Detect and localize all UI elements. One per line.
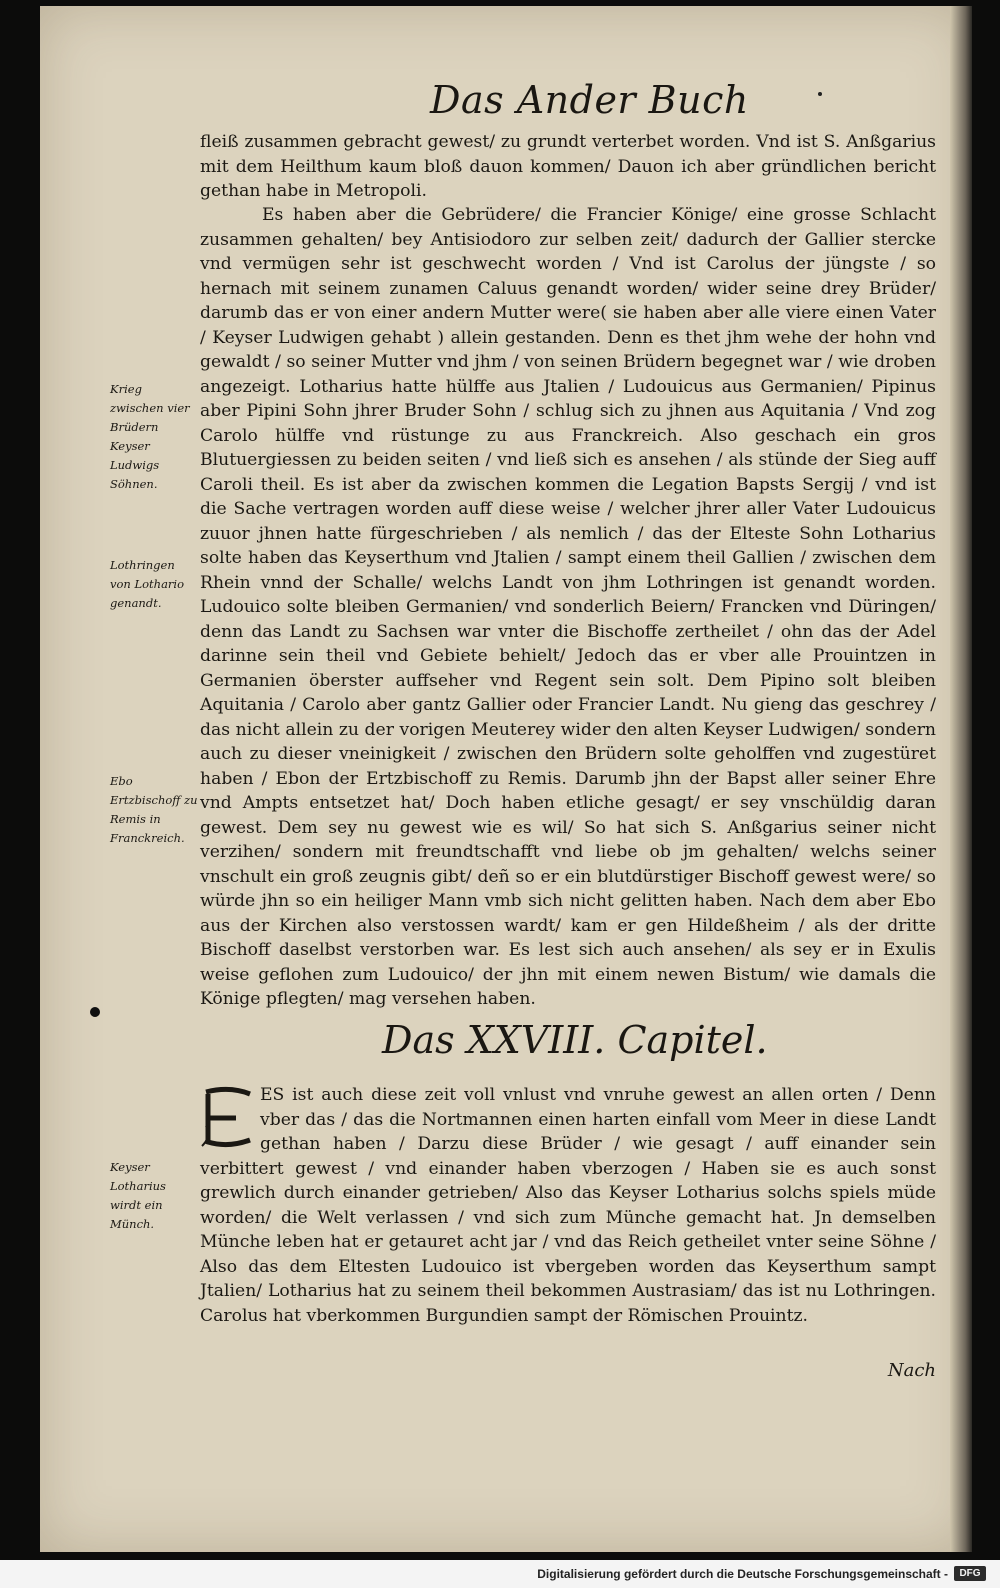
running-head: Das Ander Buch (430, 78, 749, 122)
dfg-logo: DFG (954, 1566, 986, 1581)
paragraph-text: ES ist auch diese zeit voll vnlust vnd vnruhe gewest an allen orten / Denn vber das / das die Nortmannen einen harten einfall vom Meer in diese Landt gethan haben / Darzu diese Brüder / wie gesagt / auff einander sein verbittert gewest / vnd einander haben vberzogen / Haben sie es auch sonst grewlich durch einander getrieben/ Also das Keyser Lotharius solchs spiels müde worden/ die Welt verlassen / vnd sich zum Münche gemacht hat. Jn demselben Münche leben hat er getauret acht jar / vnd das Reich getheilet vnter seine Söhne / Also das dem Eltesten Ludouico ist vbergeben worden das Keyserthum sampt Jtalien/ Lotharius hat zu seinem theil bekommen Austrasiam/ das ist nu Lothringen. Carolus hat vberkommen Burgundien sampt der Römischen Prouintz. (200, 1085, 936, 1326)
ink-blot (90, 1007, 100, 1017)
paragraph-text: Es haben aber die Gebrüdere/ die Francier Könige/ eine grosse Schlacht zusammen gehalten/ bey Antisiodoro zur selben zeit/ dadurch der Gallier stercke vnd vermügen sehr ist geschwecht worden / Vnd ist Carolus der jüngste / so hernach mit seinem zunamen Caluus genandt worden/ wider seine drey Brüder/ darumb das er von einer andern Mutter were( sie haben aber alle viere einen Vater / Keyser Ludwigen gehabt ) allein gestanden. Denn es thet jhm wehe der hohn vnd gewaldt / so seiner Mutter vnd jhm / von seinen Brüdern begegnet war / wie droben angezeigt. Lotharius hatte hülffe aus Jtalien / Ludouicus aus Germanien/ Pipinus aber Pipini Sohn jhrer Bruder Sohn / schlug sich zu jhnen aus Aquitania / Vnd zog Carolo hülffe vnd rüstunge zu aus Franckreich. Also geschach ein gros Blutuergiessen zu beiden seiten / vnd ließ sich es ansehen / als stünde der Sieg auff Caroli theil. Es ist aber da zwischen kommen die Legation Bapsts Sergij / vnd ist die Sache vertragen worden auff diese weise / welcher jhrer aller Vater Ludouicus zuuor jhnen hatte fürgeschrieben / als nemlich / das der Elteste Sohn Lotharius solte haben das Keyserthum vnd Jtalien / sampt einem theil Gallien / zwischen dem Rhein vnnd der Schalle/ welchs Landt von jhm Lothringen ist genandt worden. Ludouico solte bleiben Germanien/ vnd sonderlich Beiern/ Francken vnd Düringen/ denn das Landt zu Sachsen war vnter die Bischoffe zertheilet / ohn das der Adel darinne sein theil vnd Gebiete behielt/ Jedoch das er vber alle Prouintzen in Germanien öberster auffseher vnd Regent sein solt. Dem Pipino solt bleiben Aquitania / Carolo aber gantz Gallier oder Francier Landt. Nu gieng das geschrey / das nicht allein zu der vorigen Meuterey wider den alten Keyser Ludwigen/ sondern auch zu dieser vneinigkeit / zwischen den Brüdern solte geholffen vnd zugestüret haben / Ebon der Ertzbischoff zu Remis. Darumb jhn der Bapst aller seiner Ehre vnd Ampts entsetzet hat/ Doch haben etliche gesagt/ er sey vnschüldig daran gewest. Dem sey nu gewest wie es wil/ So hat sich S. Anßgarius seiner nicht verzihen/ sondern mit freundtschafft vnd liebe ob jm gehalten/ welchs seiner vnschult ein groß zeugnis gibt/ deñ so er ein blutdürstiger Bischoff gewest were/ so würde jhn so ein heiliger Mann vmb sich nicht gelitten haben. Nach dem aber Ebo aus der Kirchen also verstossen wardt/ kam er gen Hildeßheim / als der dritte Bischoff daselbst verstorben war. Es lest sich auch ansehen/ als sey er in Exulis weise geflohen zum Ludouico/ der jhn mit einem newen Bistum/ wie damals die Könige pflegten/ mag versehen haben. (200, 205, 936, 1009)
footer-credit: Digitalisierung gefördert durch die Deutsche Forschungsgemeinschaft - (537, 1567, 948, 1581)
paragraph-main (200, 203, 936, 1012)
marginal-note-lotharius: Keyser Lotharius wirdt ein Münch. (110, 1160, 166, 1231)
page-gutter (950, 6, 972, 1552)
marginal-note-war: Krieg zwischen vier Brüdern Keyser Ludwigs Söhnen. (110, 382, 190, 491)
paragraph-continuation (200, 130, 936, 204)
marginal-note-lothringen: Lothringen von Lothario genandt. (110, 558, 185, 610)
chapter-heading: Das XXVIII. Capitel. (382, 1018, 768, 1062)
chapter-paragraph (200, 1083, 936, 1328)
catchword: Nach (887, 1360, 936, 1381)
marginal-note-ebo: Ebo Ertzbischoff zu Remis in Franckreich. (110, 774, 198, 845)
ink-speck (818, 92, 822, 96)
paragraph-text: fleiß zusammen gebracht gewest/ zu grundt verterbet worden. Vnd ist S. Anßgarius mit dem Heilthum kaum bloß dauon kommen/ Dauon ich aber gründlichen bericht gethan habe in Metropoli. (200, 132, 936, 201)
dropcap-ornament (200, 1086, 256, 1150)
